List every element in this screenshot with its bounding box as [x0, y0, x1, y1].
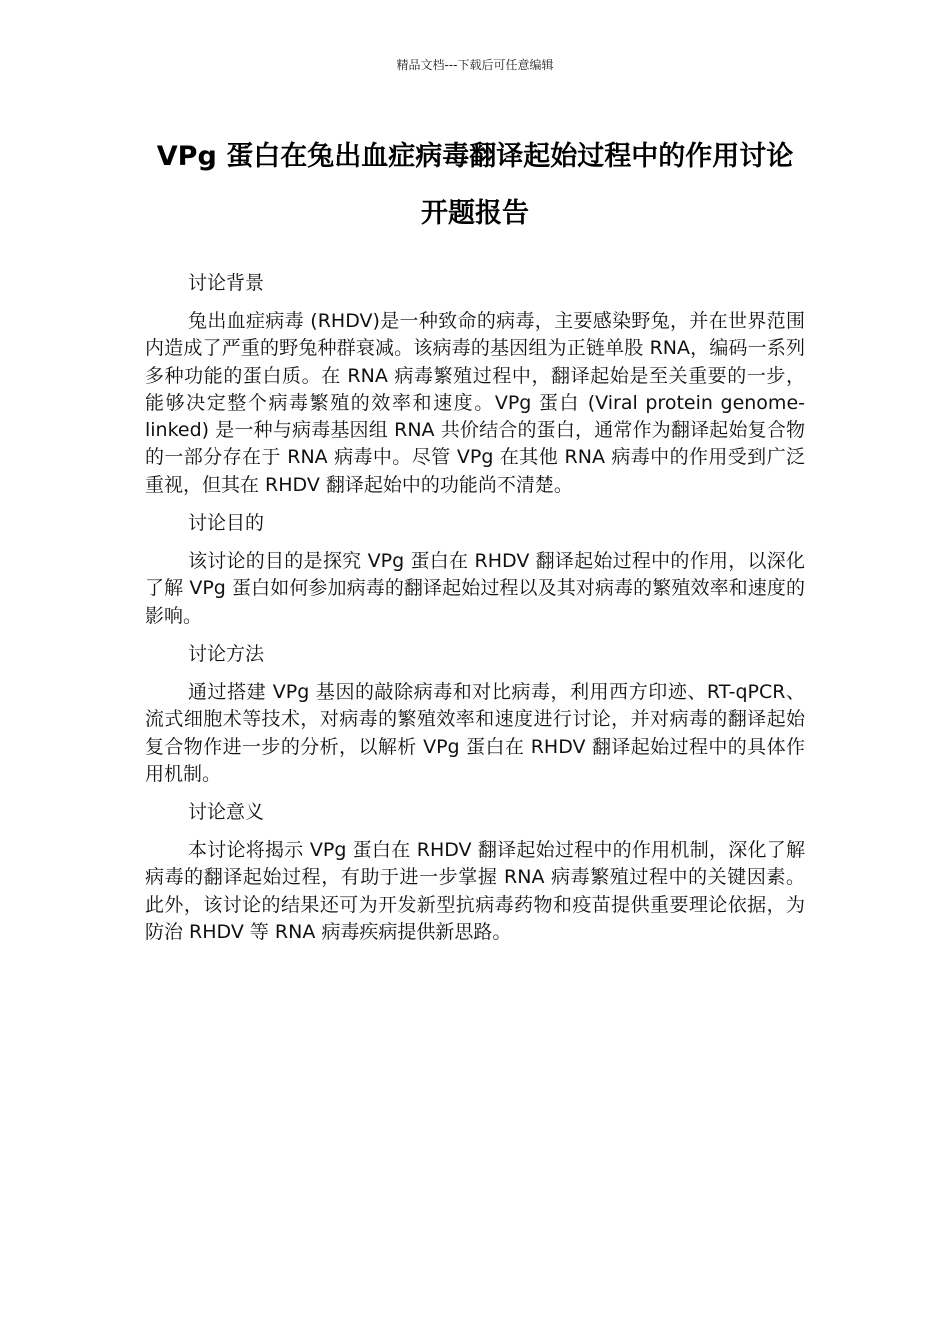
section-heading-background: 讨论背景 — [188, 272, 265, 294]
section-paragraph-background: 兔出血症病毒 (RHDV)是一种致命的病毒，主要感染野兔，并在世界范围内造成了严重的野兔种群衰减。该病毒的基因组为正链单股 RNA，编码一系列多种功能的蛋白质。在 RNA 病毒繁殖过程中，翻译起始是至关重要的一步，能够决定整个病毒繁殖的效率和速度。VPg 蛋白 (Viral protein genome-linked) 是一种与病毒基因组 RNA 共价结合的蛋白，通常作为翻译起始复合物的一部分存在于 RNA 病毒中。尽管 VPg 在其他 RNA 病毒中的作用受到广泛重视，但其在 RHDV 翻译起始中的功能尚不清楚。 — [145, 310, 805, 496]
document-body — [145, 270, 805, 957]
section-heading-purpose: 讨论目的 — [188, 512, 265, 535]
section-paragraph-purpose: 该讨论的目的是探究 VPg 蛋白在 RHDV 翻译起始过程中的作用，以深化了解 VPg 蛋白如何参加病毒的翻译起始过程以及其对病毒的繁殖效率和速度的影响。 — [145, 550, 805, 627]
page-header: 精品文档---下载后可任意编辑 — [396, 58, 554, 72]
section-heading-methods: 讨论方法 — [188, 642, 265, 665]
section-paragraph-methods: 通过搭建 VPg 基因的敲除病毒和对比病毒，利用西方印迹、RT-qPCR、流式细胞术等技术，对病毒的繁殖效率和速度进行讨论，并对病毒的翻译起始复合物作进一步的分析，以解析 VPg 蛋白在 RHDV 翻译起始过程中的具体作用机制。 — [145, 680, 805, 785]
section-heading-significance: 讨论意义 — [188, 801, 265, 824]
section-paragraph-significance: 本讨论将揭示 VPg 蛋白在 RHDV 翻译起始过程中的作用机制，深化了解病毒的翻译起始过程，有助于进一步掌握 RNA 病毒繁殖过程中的关键因素。此外，该讨论的结果还可为开发新型抗病毒药物和疫苗提供重要理论依据，为防治 RHDV 等 RNA 病毒疾病提供新思路。 — [145, 839, 805, 944]
document-title: VPg 蛋白在兔出血症病毒翻译起始过程中的作用讨论开题报告 — [156, 141, 794, 229]
